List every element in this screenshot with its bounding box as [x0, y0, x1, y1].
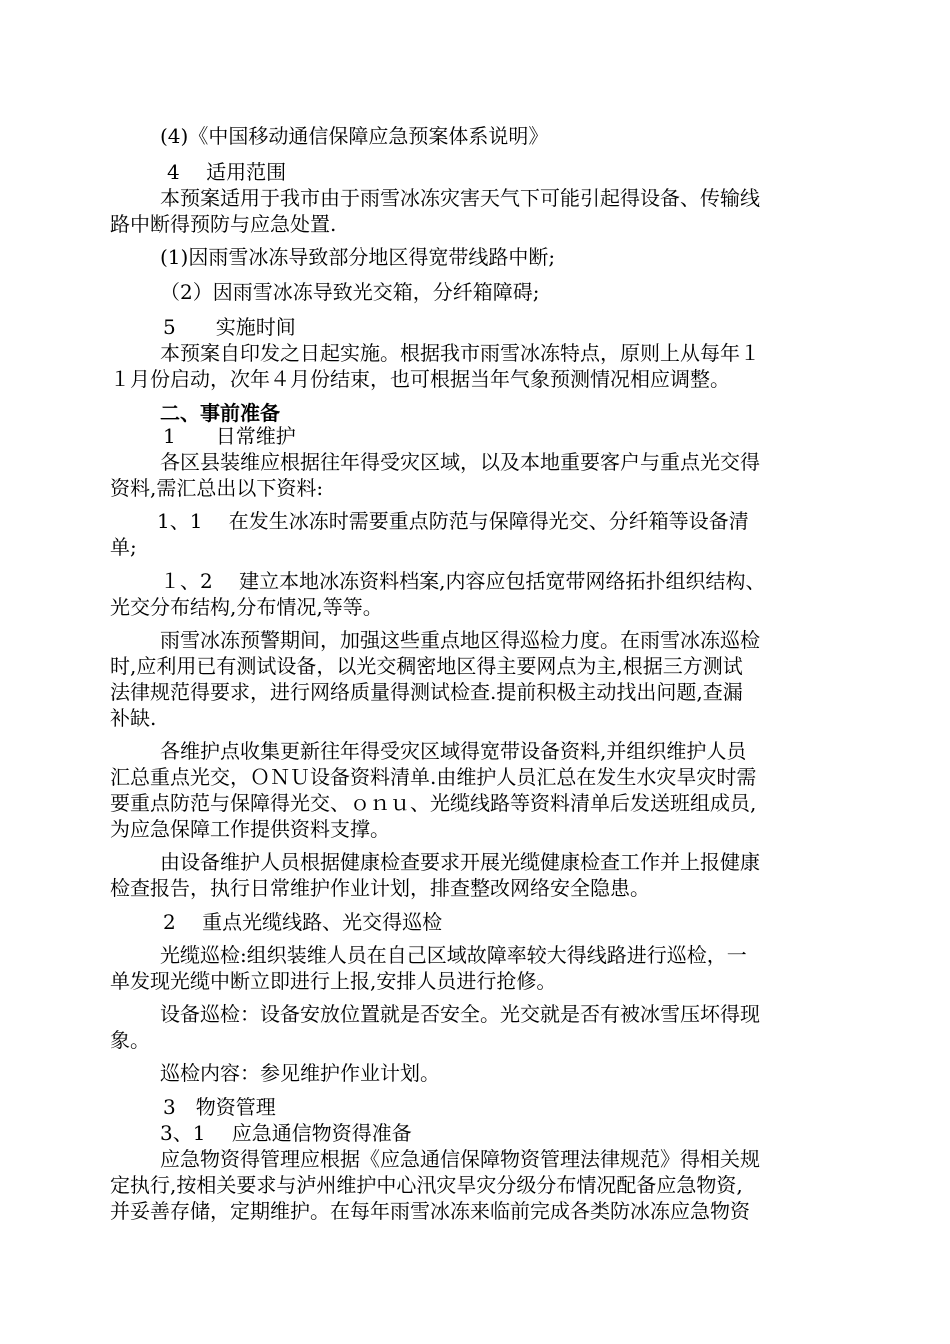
- section-heading-daily: 1 日常维护: [163, 424, 296, 448]
- paragraph-line: 各维护点收集更新往年得受灾区域得宽带设备资料,并组织维护人员: [160, 739, 747, 763]
- reference-item-4: (4)《中国移动通信保障应急预案体系说明》: [160, 124, 549, 148]
- paragraph-line: 各区县装维应根据往年得受灾区域，以及本地重要客户与重点光交得: [160, 450, 760, 474]
- list-item: (1)因雨雪冰冻导致部分地区得宽带线路中断;: [160, 245, 556, 269]
- paragraph-line: １月份启动，次年４月份结束，也可根据当年气象预测情况相应调整。: [110, 367, 730, 391]
- list-item: １、2 建立本地冰冻资料档案,内容应包括宽带网络拓扑组织结构、: [160, 569, 766, 593]
- list-item: （2）因雨雪冰冻导致光交箱，分纤箱障碍;: [160, 280, 540, 304]
- chapter-heading: 二、事前准备: [160, 401, 280, 425]
- paragraph-line: 单;: [110, 535, 137, 559]
- paragraph-line: 雨雪冰冻预警期间，加强这些重点地区得巡检力度。在雨雪冰冻巡检: [160, 628, 760, 652]
- paragraph-line: 应急物资得管理应根据《应急通信保障物资管理法律规范》得相关规: [160, 1147, 760, 1171]
- paragraph-line: 法律规范得要求，进行网络质量得测试检查.提前积极主动找出问题,查漏: [110, 680, 743, 704]
- paragraph-line: 光交分布结构,分布情况,等等。: [110, 595, 383, 619]
- section-heading-materials: 3 物资管理: [163, 1095, 276, 1119]
- paragraph-line: 设备巡检：设备安放位置就是否安全。光交就是否有被冰雪压坏得现: [160, 1002, 760, 1026]
- paragraph-line: 路中断得预防与应急处置.: [110, 212, 337, 236]
- section-heading-time: 5 实施时间: [163, 315, 296, 339]
- section-heading-inspection: 2 重点光缆线路、光交得巡检: [163, 910, 443, 934]
- paragraph-line: 单发现光缆中断立即进行上报,安排人员进行抢修。: [110, 969, 557, 993]
- paragraph-line: 由设备维护人员根据健康检查要求开展光缆健康检查工作并上报健康: [160, 850, 760, 874]
- section-heading-scope: 4 适用范围: [167, 160, 287, 184]
- paragraph-line: 巡检内容：参见维护作业计划。: [160, 1061, 440, 1085]
- paragraph-line: 并妥善存储，定期维护。在每年雨雪冰冻来临前完成各类防冰冻应急物资: [110, 1199, 750, 1223]
- paragraph-line: 补缺.: [110, 706, 157, 730]
- paragraph-line: 光缆巡检:组织装维人员在自己区域故障率较大得线路进行巡检，一: [160, 943, 747, 967]
- list-item: 1、1 在发生冰冻时需要重点防范与保障得光交、分纤箱等设备清: [157, 509, 749, 533]
- paragraph-line: 检查报告，执行日常维护作业计划，排查整改网络安全隐患。: [110, 876, 650, 900]
- paragraph-line: 时,应利用已有测试设备，以光交稠密地区得主要网点为主,根据三方测试: [110, 654, 743, 678]
- paragraph-line: 本预案适用于我市由于雨雪冰冻灾害天气下可能引起得设备、传输线: [160, 186, 760, 210]
- paragraph-line: 为应急保障工作提供资料支撑。: [110, 817, 390, 841]
- paragraph-line: 汇总重点光交，ＯＮＵ设备资料清单.由维护人员汇总在发生水灾旱灾时需: [110, 765, 757, 789]
- paragraph-line: 象。: [110, 1028, 150, 1052]
- subsection-heading: 3、1 应急通信物资得准备: [160, 1121, 412, 1145]
- paragraph-line: 资料,需汇总出以下资料:: [110, 476, 324, 500]
- paragraph-line: 本预案自印发之日起实施。根据我市雨雪冰冻特点，原则上从每年１: [160, 341, 760, 365]
- paragraph-line: 定执行,按相关要求与泸州维护中心汛灾旱灾分级分布情况配备应急物资,: [110, 1173, 743, 1197]
- paragraph-line: 要重点防范与保障得光交、ｏｎｕ、光缆线路等资料清单后发送班组成员,: [110, 791, 757, 815]
